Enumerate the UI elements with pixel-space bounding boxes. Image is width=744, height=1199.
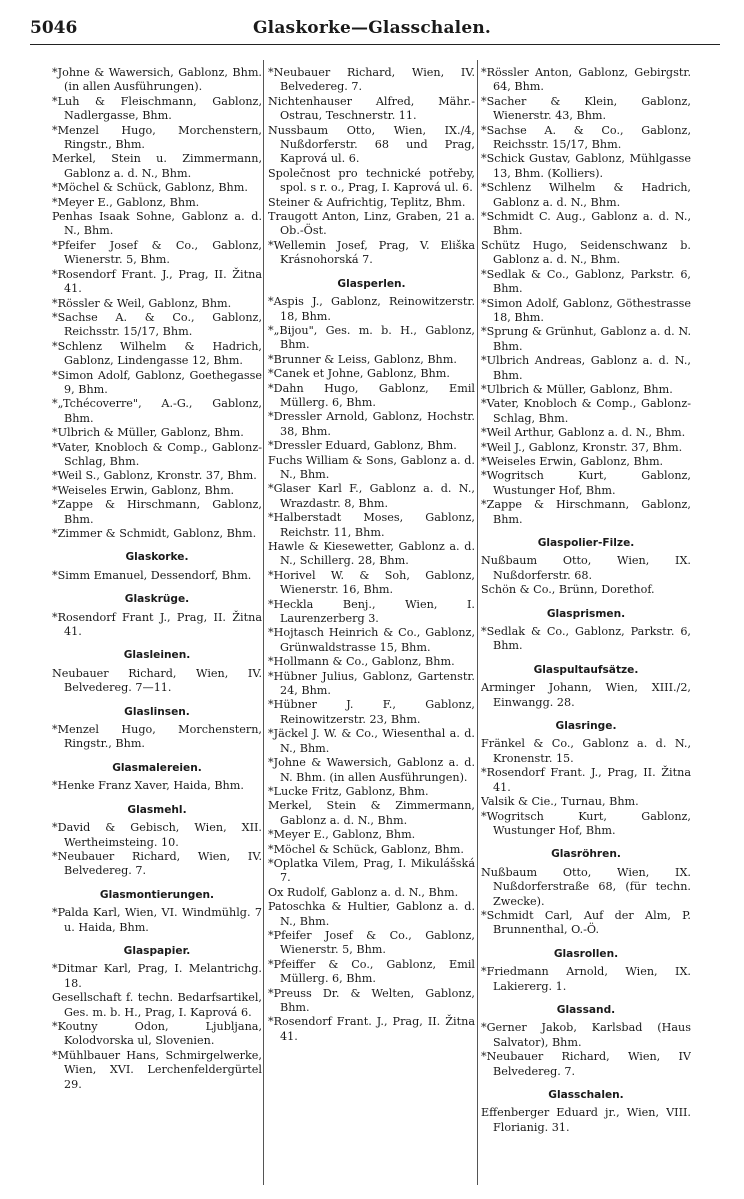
directory-entry: *„Bijou", Ges. m. b. H., Gablonz, Bhm. [268, 323, 475, 352]
directory-entry: *Hollmann & Co., Gablonz, Bhm. [268, 655, 455, 669]
column-middle [268, 66, 475, 1186]
directory-entry: Fuchs William & Sons, Gablonz a. d. N., Bhm. [268, 453, 475, 481]
directory-entry: *Simon Adolf, Gablonz, Goethegasse 9, Bhm. [52, 368, 262, 396]
directory-entry: *Henke Franz Xaver, Haida, Bhm. [52, 779, 244, 793]
directory-entry: *Preuss Dr. & Welten, Gablonz, Bhm. [268, 986, 475, 1014]
directory-entry: Neubauer Richard, Wien, IV. Belvedereg. 7—11. [52, 666, 262, 695]
directory-entry: *Rosendorf Frant J., Prag, II. Žitna 41. [52, 610, 262, 639]
directory-entry: *Wellemin Josef, Prag, V. Eliška Krásnohorská 7. [268, 238, 475, 267]
directory-entry: *Sedlak & Co., Gablonz, Parkstr. 6, Bhm. [481, 625, 691, 653]
directory-entry: *Dressler Eduard, Gablonz, Bhm. [268, 439, 457, 453]
section-heading: Glasmontierungen. [99, 888, 215, 901]
directory-entry: *Rosendorf Frant. J., Prag, II. Žitna 41. [52, 267, 262, 296]
directory-entry: *Zimmer & Schmidt, Gablonz, Bhm. [52, 527, 257, 540]
directory-entry: *Canek et Johne, Gablonz, Bhm. [268, 367, 450, 381]
directory-entry: *Palda Karl, Wien, VI. Windmühlg. 7 u. Haida, Bhm. [52, 906, 262, 934]
page-header [0, 18, 744, 42]
directory-entry: *Simon Adolf, Gablonz, Göthestrasse 18, Bhm. [481, 296, 691, 324]
directory-entry: *Pfeiffer & Co., Gablonz, Emil Müllerg. 6, Bhm. [268, 957, 475, 986]
page-title: Glaskorke—Glasschalen. [252, 18, 492, 38]
column-divider [477, 60, 478, 1185]
directory-entry: *Zappe & Hirschmann, Gablonz, Bhm. [481, 498, 691, 526]
directory-entry: *Weil Arthur, Gablonz a. d. N., Bhm. [481, 426, 686, 440]
directory-entry: *Schmidt C. Aug., Gablonz a. d. N., Bhm. [481, 210, 691, 238]
directory-entry: *Hojtasch Heinrich & Co., Gablonz, Grünwaldstrasse 15, Bhm. [268, 626, 475, 654]
directory-entry: *Koutny Odon, Ljubljana, Kolodvorska ul, Slovenien. [52, 1019, 262, 1048]
directory-entry: *Möchel & Schück, Gablonz, Bhm. [52, 181, 248, 195]
section-heading: Glaskrüge. [124, 593, 190, 606]
directory-entry: *Menzel Hugo, Morchenstern, Ringstr., Bhm. [52, 723, 262, 751]
column-divider [263, 60, 264, 1185]
directory-entry: *Hübner J. F., Gablonz, Reinowitzerstr. 23, Bhm. [268, 698, 475, 726]
directory-entry: *Oplatka Vilem, Prag, I. Mikulášská 7. [268, 856, 475, 885]
directory-entry: *Weiseles Erwin, Gablonz, Bhm. [52, 483, 235, 497]
directory-entry: Traugott Anton, Linz, Graben, 21 a. Ob.-Öst. [268, 210, 475, 238]
directory-entry: *Wogritsch Kurt, Gablonz, Wustunger Hof, Bhm. [481, 469, 691, 497]
directory-entry: *Schlenz Wilhelm & Hadrich, Gablonz, Lindengasse 12, Bhm. [52, 339, 262, 368]
directory-entry: *Sacher & Klein, Gablonz, Wienerstr. 43, Bhm. [481, 94, 691, 123]
section-heading: Glasringe. [555, 720, 617, 733]
directory-entry: *Heckla Benj., Wien, I. Laurenzerberg 3. [268, 597, 475, 626]
directory-entry: *Dressler Arnold, Gablonz, Hochstr. 38, Bhm. [268, 410, 475, 438]
directory-entry: *Vater, Knobloch & Comp., Gablonz-Schlag, Bhm. [52, 440, 262, 468]
directory-entry: *Ulbrich Andreas, Gablonz a. d. N., Bhm. [481, 354, 691, 382]
section-heading: Glaspolier-Filze. [537, 537, 635, 549]
directory-entry: Effenberger Eduard jr., Wien, VIII. Florianig. 31. [481, 1106, 691, 1134]
section-heading: Glasmehl. [127, 803, 187, 816]
directory-entry: *Aspis J., Gablonz, Reinowitzerstr. 18, Bhm. [268, 295, 475, 323]
directory-entry: Patoschka & Hultier, Gablonz a. d. N., Bhm. [268, 900, 475, 928]
directory-entry: *Friedmann Arnold, Wien, IX. Lakiererg. 1. [481, 965, 691, 993]
directory-entry: *Sprung & Grünhut, Gablonz a. d. N. Bhm. [481, 325, 691, 353]
directory-entry: *Rössler Anton, Gablonz, Gebirgstr. 64, Bhm. [481, 66, 691, 94]
header-rule [30, 44, 720, 45]
directory-entry: *Ditmar Karl, Prag, I. Melantrichg. 18. [52, 962, 262, 990]
directory-entry: *Glaser Karl F., Gablonz a. d. N., Wrazdastr. 8, Bhm. [268, 482, 475, 510]
section-heading: Glasröhren. [551, 848, 621, 861]
directory-entry: *Weiseles Erwin, Gablonz, Bhm. [481, 454, 664, 468]
directory-entry: *Weil S., Gablonz, Kronstr. 37, Bhm. [52, 469, 257, 483]
directory-entry: *Pfeifer Josef & Co., Gablonz, Wienerstr. 5, Bhm. [52, 238, 262, 267]
directory-entry: *Halberstadt Moses, Gablonz, Reichstr. 11, Bhm. [268, 511, 475, 539]
directory-entry: Nußbaum Otto, Wien, IX. Nußdorferstr. 68. [481, 554, 691, 582]
directory-entry: *Johne & Wawersich, Gablonz a. d. N. Bhm. (in allen Ausführungen). [268, 756, 475, 784]
column-right [481, 66, 691, 1186]
directory-entry: Merkel, Stein u. Zimmermann, Gablonz a. d. N., Bhm. [52, 152, 262, 180]
directory-entry: *Pfeifer Josef & Co., Gablonz, Wienerstr. 5, Bhm. [268, 928, 475, 957]
section-heading: Glasprismen. [546, 607, 626, 620]
directory-entry: *Neubauer Richard, Wien, IV. Belvedereg. 7. [268, 66, 475, 94]
directory-entry: Ox Rudolf, Gablonz a. d. N., Bhm. [268, 885, 459, 899]
directory-entry: Společnost pro technické potřeby, spol. s r. o., Prag, I. Kaprová ul. 6. [268, 166, 475, 195]
directory-entry: *Wogritsch Kurt, Gablonz, Wustunger Hof, Bhm. [481, 809, 691, 837]
directory-entry: Nichtenhauser Alfred, Mähr.-Ostrau, Teschnerstr. 11. [268, 94, 475, 123]
section-heading: Glaslinsen. [124, 705, 190, 718]
directory-entry: *Vater, Knobloch & Comp., Gablonz-Schlag, Bhm. [481, 397, 691, 425]
directory-entry: Valsik & Cie., Turnau, Bhm. [481, 795, 639, 809]
directory-entry: Penhas Isaak Sohne, Gablonz a. d. N., Bhm. [52, 210, 262, 238]
directory-entry: Nußbaum Otto, Wien, IX. Nußdorferstraße 68, (für techn. Zwecke). [481, 865, 691, 908]
section-heading: Glasmalereien. [112, 761, 202, 774]
directory-entry: Schütz Hugo, Seidenschwanz b. Gablonz a. d. N., Bhm. [481, 238, 691, 267]
directory-entry: *Jäckel J. W. & Co., Wiesenthal a. d. N., Bhm. [268, 727, 475, 755]
section-heading: Glasperlen. [337, 277, 406, 290]
directory-entry: Fränkel & Co., Gablonz a. d. N., Kronenstr. 15. [481, 737, 691, 765]
directory-entry: Schön & Co., Brünn, Dorethof. [481, 583, 655, 597]
directory-entry: *Rosendorf Frant. J., Prag, II. Žitna 41. [268, 1015, 475, 1043]
column-left [52, 66, 262, 1186]
directory-entry: Steiner & Aufrichtig, Teplitz, Bhm. [268, 195, 466, 209]
directory-entry: Hawle & Kiesewetter, Gablonz a. d. N., Schillerg. 28, Bhm. [268, 540, 475, 568]
directory-entry: *Weil J., Gablonz, Kronstr. 37, Bhm. [481, 440, 683, 454]
directory-entry: *Rosendorf Frant. J., Prag, II. Žitna 41. [481, 766, 691, 794]
directory-entry: Merkel, Stein & Zimmermann, Gablonz a. d. N., Bhm. [268, 799, 475, 827]
directory-entry: *Horivel W. & Soh, Gablonz, Wienerstr. 16, Bhm. [268, 568, 475, 597]
directory-entry: *Möchel & Schück, Gablonz, Bhm. [268, 842, 464, 856]
directory-entry: *„Tchécoverre", A.-G., Gablonz, Bhm. [52, 397, 262, 425]
section-heading: Glasleinen. [123, 649, 191, 662]
directory-entry: *Schlenz Wilhelm & Hadrich, Gablonz a. d. N., Bhm. [481, 181, 691, 209]
section-heading: Glasrollen. [553, 947, 619, 960]
directory-entry: Nussbaum Otto, Wien, IX./4, Nußdorferstr. 68 und Prag, Kaprová ul. 6. [268, 123, 475, 166]
directory-entry: *Johne & Wawersich, Gablonz, Bhm. (in allen Ausführungen). [52, 66, 262, 94]
directory-entry: *Meyer E., Gablonz, Bhm. [268, 828, 416, 842]
directory-entry: *Lucke Fritz, Gablonz, Bhm. [268, 784, 429, 798]
section-heading: Glaspultaufsätze. [533, 663, 639, 676]
directory-entry: *Neubauer Richard, Wien, IV. Belvedereg. 7. [52, 849, 262, 878]
directory-entry: *Zappe & Hirschmann, Gablonz, Bhm. [52, 498, 262, 526]
directory-entry: *Meyer E., Gablonz, Bhm. [52, 195, 200, 209]
directory-entry: *Ulbrich & Müller, Gablonz, Bhm. [52, 426, 244, 440]
section-heading: Glassand. [556, 1003, 616, 1016]
directory-entry: *Rössler & Weil, Gablonz, Bhm. [52, 296, 232, 310]
section-heading: Glaspapier. [123, 944, 191, 957]
directory-entry: *Ulbrich & Müller, Gablonz, Bhm. [481, 382, 673, 396]
directory-entry: *Simm Emanuel, Dessendorf, Bhm. [52, 568, 252, 582]
directory-entry: *Brunner & Leiss, Gablonz, Bhm. [268, 352, 457, 366]
directory-entry: *Menzel Hugo, Morchenstern, Ringstr., Bhm. [52, 123, 262, 152]
section-heading: Glaskorke. [125, 551, 189, 564]
directory-entry: *Mühlbauer Hans, Schmirgelwerke, Wien, XVI. Lerchenfeldergürtel 29. [52, 1048, 262, 1091]
directory-entry: *Schick Gustav, Gablonz, Mühlgasse 13, Bhm. (Kolliers). [481, 152, 691, 180]
directory-entry: *Dahn Hugo, Gablonz, Emil Müllerg. 6, Bhm. [268, 381, 475, 409]
directory-entry: *David & Gebisch, Wien, XII. Wertheimsteing. 10. [52, 821, 262, 849]
directory-entry: Arminger Johann, Wien, XIII./2, Einwangg. 28. [481, 681, 691, 709]
page-number: 5046 [30, 18, 78, 38]
directory-entry: *Gerner Jakob, Karlsbad (Haus Salvator), Bhm. [481, 1021, 691, 1049]
directory-entry: Gesellschaft f. techn. Bedarfsartikel, Ges. m. b. H., Prag, I. Kaprová 6. [52, 991, 262, 1019]
directory-entry: *Sachse A. & Co., Gablonz, Reichsstr. 15/17, Bhm. [481, 123, 691, 152]
directory-entry: *Sachse A. & Co., Gablonz, Reichsstr. 15/17, Bhm. [52, 310, 262, 339]
section-heading: Glasschalen. [548, 1089, 624, 1101]
directory-entry: *Sedlak & Co., Gablonz, Parkstr. 6, Bhm. [481, 267, 691, 296]
directory-entry: *Schmidt Carl, Auf der Alm, P. Brunnenthal, O.-Ö. [481, 908, 691, 937]
directory-entry: *Hübner Julius, Gablonz, Gartenstr. 24, Bhm. [268, 669, 475, 698]
directory-entry: *Neubauer Richard, Wien, IV Belvedereg. 7. [481, 1050, 691, 1078]
directory-entry: *Luh & Fleischmann, Gablonz, Nadlergasse, Bhm. [52, 94, 262, 123]
